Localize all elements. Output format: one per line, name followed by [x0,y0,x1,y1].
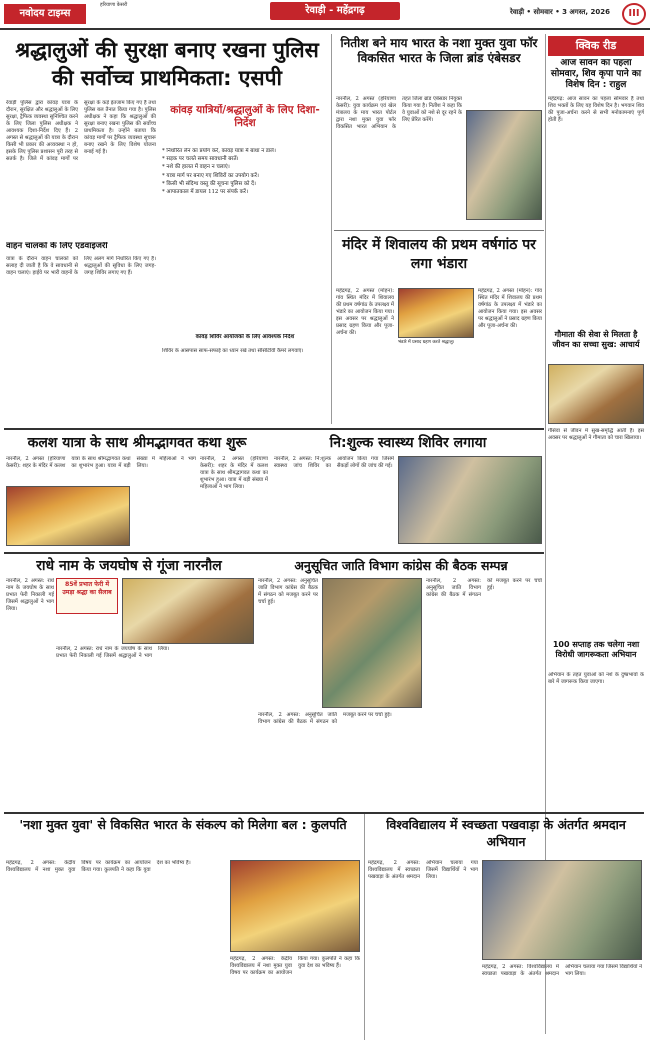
column-divider [331,34,332,424]
swachhta-body: महेंद्रगढ़, 2 अगस्त: विश्वविद्यालय में स्वच्छता पखवाड़ा के अंतर्गत श्रमदान अभियान चलाया गया जिसमें विद्यार्थियों ने भाग लिया। [368,860,478,880]
guideline-item: * निर्धारित लेन का प्रयोग करें, कांवड़ यात्रा में बाधा न डालें। [162,148,276,154]
congress-body-2: नारनौल, 2 अगस्त: अनुसूचित जाति विभाग कांग्रेस की बैठक में संगठन को मजबूत करने पर चर्चा हुई। [426,578,542,598]
guidelines-note: शिविर के आसपास साफ-सफाई का ध्यान रखें तथा सीसीटीवी कैमरे लगवाएं। [162,348,304,354]
shivir-headline: नि:शुल्क स्वास्थ्य शिविर लगाया [329,435,487,451]
radhe-body-1: नारनौल, 2 अगस्त: राधे नाम के जयघोष के साथ प्रभात फेरी निकाली गई जिसमें श्रद्धालुओं ने भाग लिया। [6,578,54,612]
radhe-photo [122,578,254,644]
lead-subbody: यात्रा के दौरान वाहन चालकों को सलाह दी जाती है कि वे सावधानी से वाहन चलाएं। हाईवे पर भारी वाहनों के लिए अलग मार्ग निर्धारित किए गए हैं। श्रद्धालुओं की सुविधा के लिए जगह-जगह शिविर लगाए गए हैं। [6,256,156,276]
swachhta-headline-box [368,816,644,856]
guidelines-note-title-box [162,334,328,346]
quick-read-box-title: गौमाता की सेवा से मिलता है जीवन का सच्चा सुख: आचार्य [552,330,640,349]
masthead [0,0,650,30]
swachhta-headline: विश्वविद्यालय में स्वच्छता पखवाड़ा के अंतर्गत श्रमदान अभियान [386,817,626,849]
guideline-item: * नशे की हालत में वाहन न चलाएं। [162,164,230,171]
column-divider [364,814,365,1040]
section-title: रेवाड़ी - महेंद्रगढ़ [270,2,400,20]
guideline-item: * सड़क पर चलते समय सावधानी बरतें। [162,156,239,163]
lead-subhead-box [6,242,156,254]
radhe-body-2: नारनौल, 2 अगस्त: राधे नाम के जयघोष के साथ प्रभात फेरी निकाली गई जिसमें श्रद्धालुओं ने भाग लिया। [56,646,170,659]
guidelines-list [162,148,328,328]
radhe-inset-text: 85वें प्रभात फेरी में उमड़ा श्रद्धा का सैलाब [62,581,112,596]
edition-label: हरियाणा केसरी [100,2,128,8]
brand-logo: नवोदय टाइम्स [4,4,86,24]
lead-headline-box [6,36,328,96]
bhandara-photo [398,288,474,338]
radhe-headline-box [6,556,252,576]
page-number: III [622,3,646,25]
lead-subhead: वाहन चालकों के लिए एडवाइजरी [6,242,108,251]
guideline-item: * यात्रा मार्ग पर बनाए गए शिविरों का उपयोग करें। [162,172,259,179]
congress-headline-box [258,556,544,576]
bhandara-headline: मंदिर में शिवालय की प्रथम वर्षगांठ पर लगा भंडारा [342,237,536,272]
shivir-photo [398,456,542,544]
bhandara-body-1: महेंद्रगढ़, 2 अगस्त (मोहन): गांव स्थित मंदिर में शिवालय की प्रथम वर्षगांठ के उपलक्ष्य में भंडारे का आयोजन किया गया। इस अवसर पर श्रद्धालुओं ने प्रसाद ग्रहण किया और पूजा-अर्चना की। [336,288,394,336]
kalash-body-2: नारनौल, 2 अगस्त (हरियाणा केसरी): शहर के मंदिर में कलश यात्रा के साथ श्रीमद्भागवत कथा का शुभारंभ हुआ। यात्रा में बड़ी संख्या में महिलाओं ने भाग लिया। [200,456,268,490]
bhandara-caption: भंडारे में प्रसाद ग्रहण करते श्रद्धालु। [398,340,474,346]
nasha-photo [466,110,542,220]
section-divider [4,812,644,814]
congress-body-1: नारनौल, 2 अगस्त: अनुसूचित जाति विभाग कांग्रेस की बैठक में संगठन को मजबूत करने पर चर्चा हुई। [258,578,318,605]
kulpati-body: महेंद्रगढ़, 2 अगस्त: केंद्रीय विश्वविद्यालय में नशा मुक्त युवा विषय पर कार्यक्रम का आयोजन किया गया। कुलपति ने कहा कि युवा देश का भविष्य हैं। [6,860,191,873]
issue-date: रेवाड़ी • सोमवार • 3 अगस्त, 2026 [509,8,610,16]
nasha-body: नारनौल, 2 अगस्त (हरियाणा केसरी): युवा कार्यक्रम एवं खेल मंत्रालय के माय भारत पोर्टल द्वारा नशा मुक्त युवा फॉर विकसित भारत अभियान के तहत जिला ब्रांड एंबेसडर नियुक्त किया गया है। नितीश ने कहा कि वे युवाओं को नशे से दूर रहने के लिए प्रेरित करेंगे। [336,96,462,130]
kulpati-headline: 'नशा मुक्त युवा' से विकसित भारत के संकल्प को मिलेगा बल : कुलपति [19,817,347,832]
kalash-headline: कलश यात्रा के साथ श्रीमद्भागवत कथा शुरू [27,435,247,451]
section-divider [4,552,544,554]
nasha-headline-box [336,36,542,94]
guideline-item: * आपातकाल में डायल 112 पर संपर्क करें। [162,189,248,196]
kalash-photo [6,486,130,546]
section-divider [334,230,544,231]
quick-read-body: महेंद्रगढ़: आज सावन का पहला सोमवार है तथा शिव भक्तों के लिए यह विशेष दिन है। भगवान शिव की पूजा-अर्चना करने से सभी मनोकामनाएं पूर्ण होती हैं। [548,96,644,123]
shivir-headline-box [274,432,542,454]
swachhta-photo [482,860,642,960]
nasha-headline: नितीश बने माय भारत के नशा मुक्त युवा फॉर विकसित भारत के जिला ब्रांड एंबेसडर [340,36,538,65]
guidelines-title: कांवड़ यात्रियों/श्रद्धालुओं के लिए दिशा-निर्देश [170,104,320,129]
abhiyan-body: अभियान के तहत युवाओं को नशे के दुष्प्रभावों के बारे में जागरूक किया जाएगा। [548,672,644,685]
gaumata-photo [548,364,644,424]
kulpati-headline-box [6,816,360,856]
section-divider [4,428,544,430]
congress-headline: अनुसूचित जाति विभाग कांग्रेस की बैठक सम्पन्न [294,558,508,573]
radhe-headline: राधे नाम के जयघोष से गूंजा नारनौल [36,558,222,574]
shivir-body: नारनौल, 2 अगस्त: नि:शुल्क स्वास्थ्य जांच शिविर का आयोजन किया गया जिसमें सैकड़ों लोगों की जांच की गई। [274,456,394,469]
lead-body: रेवाड़ी पुलिस द्वारा कांवड़ यात्रा के दौरान, सुरक्षित और श्रद्धालुओं के लिए सुरक्षा, ट्रैफिक व्यवस्था सुनिश्चित करने के लिए जिला पुलिस अधीक्षक ने आवश्यक दिशा-निर्देश दिए हैं। 2 अगस्त से श्रद्धालुओं की यात्रा के दौरान किसी भी प्रकार की अव्यवस्था न हो, इसके लिए पुलिस प्रशासन पूरी तरह से सतर्क है। जिले में कांवड़ मार्गों पर सुरक्षा के कड़े इंतजाम किए गए हैं तथा पुलिस बल तैनात किया गया है। पुलिस अधीक्षक ने कहा कि श्रद्धालुओं की सुरक्षा बनाए रखना पुलिस की सर्वोच्च प्राथमिकता है। उन्होंने बताया कि कांवड़ मार्गों पर ट्रैफिक व्यवस्था सुचारू बनाए रखने के लिए विशेष योजना बनाई गई है। [6,100,156,162]
kulpati-body-2: महेंद्रगढ़, 2 अगस्त: केंद्रीय विश्वविद्यालय में नशा मुक्त युवा विषय पर कार्यक्रम का आयोजन किया गया। कुलपति ने कहा कि युवा देश का भविष्य हैं। [230,956,360,976]
kulpati-photo [230,860,360,952]
quick-read-box-body: गौसेवा से जीवन में सुख-समृद्धि आती है। इस अवसर पर श्रद्धालुओं ने गौमाता को चारा खिलाया। [548,428,644,441]
kalash-body: नारनौल, 2 अगस्त (हरियाणा केसरी): शहर के मंदिर में कलश यात्रा के साथ श्रीमद्भागवत कथा का शुभारंभ हुआ। यात्रा में बड़ी संख्या में महिलाओं ने भाग लिया। [6,456,196,469]
guidelines-note-title: कांवड़ शिविर आयोजकों के लिए आवश्यक निर्देश [195,334,295,340]
radhe-inset [56,578,118,614]
quick-read-title: क्विक रीड [548,36,644,56]
bhandara-body-2: महेंद्रगढ़, 2 अगस्त (मोहन): गांव स्थित मंदिर में शिवालय की प्रथम वर्षगांठ के उपलक्ष्य में भंडारे का आयोजन किया गया। इस अवसर पर श्रद्धालुओं ने प्रसाद ग्रहण किया और पूजा-अर्चना की। [478,288,542,329]
guidelines-title-box [162,104,328,144]
kalash-headline-box [6,432,268,454]
quick-read-headline: आज सावन का पहला सोमवार, शिव कृपा पाने का विशेष दिन : राहुल [550,58,642,90]
guideline-item: * किसी भी संदिग्ध वस्तु की सूचना पुलिस को दें। [162,180,256,187]
abhiyan-title: 100 सप्ताह तक चलेगा नशा विरोधी जागरूकता अभियान [552,640,640,659]
congress-photo [322,578,422,708]
lead-headline: श्रद्धालुओं की सुरक्षा बनाए रखना पुलिस की सर्वोच्च प्राथमिकता: एसपी [15,38,319,90]
swachhta-body-2: महेंद्रगढ़, 2 अगस्त: विश्वविद्यालय में स्वच्छता पखवाड़ा के अंतर्गत श्रमदान अभियान चलाया गया जिसमें विद्यार्थियों ने भाग लिया। [482,964,642,977]
congress-body-3: नारनौल, 2 अगस्त: अनुसूचित जाति विभाग कांग्रेस की बैठक में संगठन को मजबूत करने पर चर्चा हुई। [258,712,392,725]
bhandara-headline-box [336,236,542,284]
